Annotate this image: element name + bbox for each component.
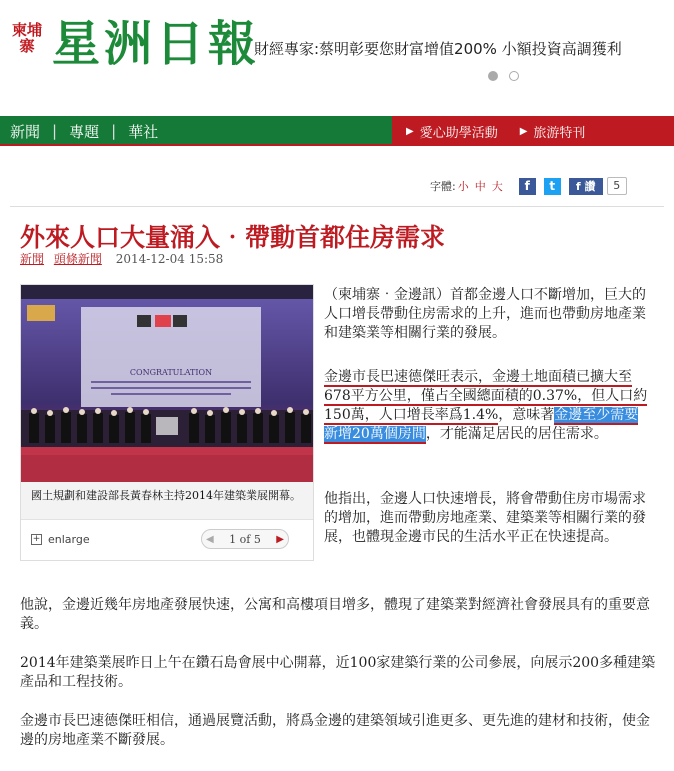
enlarge-label: enlarge bbox=[48, 533, 90, 546]
article-paragraph-2 bbox=[324, 368, 652, 444]
facebook-like-button[interactable]: f 讚 bbox=[569, 178, 603, 195]
photo-caption: 國土規劃和建設部長黃春林主持2014年建築業展開幕。 bbox=[21, 482, 313, 520]
twitter-icon[interactable]: t bbox=[544, 178, 561, 195]
main-nav bbox=[0, 116, 674, 146]
carousel-dot-2[interactable] bbox=[509, 71, 519, 81]
font-size-medium[interactable]: 中 bbox=[474, 180, 486, 193]
facebook-icon[interactable]: f bbox=[519, 178, 536, 195]
article-title: 外來人口大量涌入‧帶動首都住房需求 bbox=[20, 223, 446, 252]
article-tools bbox=[430, 176, 627, 196]
like-count: 5 bbox=[607, 177, 627, 195]
plus-icon: + bbox=[32, 534, 41, 544]
nav-separator: | bbox=[111, 122, 117, 140]
ad-carousel-dots bbox=[488, 66, 525, 85]
site-header bbox=[0, 0, 674, 100]
category-link-news[interactable]: 新聞 bbox=[20, 252, 45, 266]
carousel-dot-1[interactable] bbox=[488, 71, 498, 81]
photo-gallery bbox=[20, 284, 314, 561]
underlined-text: 金邊市長巴速德傑旺表示，金邊土地面積已擴大至678平方公里，僅占全國總面積的0.37%，但人口約150萬，人口增長率爲1.4% bbox=[324, 369, 648, 423]
article-paragraph-6: 金邊市長巴速德傑旺相信，通過展覽活動，將爲金邊的建築領域引進更多、更先進的建材和技術，使金邊的房地產業不斷發展。 bbox=[20, 713, 650, 748]
photo-banner-text: CONGRATULATION bbox=[129, 368, 213, 377]
nav-item-community[interactable]: 華社 bbox=[128, 122, 159, 141]
logo-sinchew[interactable]: 星洲日報 bbox=[52, 16, 261, 72]
font-size-large[interactable]: 大 bbox=[491, 180, 503, 193]
highlighted-text: 金邊至少 bbox=[554, 407, 611, 423]
font-size-label: 字體: bbox=[430, 180, 456, 193]
next-arrow-icon[interactable]: ▶ bbox=[276, 533, 284, 545]
nav-promo-label: 旅游特刊 bbox=[533, 125, 586, 141]
article-paragraph-3: 他指出，金邊人口快速增長，將會帶動住房市場需求的增加，進而帶動房地產業、建築業等相關行業的發展，也體現金邊市民的生活水平正在快速提高。 bbox=[324, 491, 646, 545]
arrow-right-icon: ▶ bbox=[406, 125, 414, 137]
paragraph-text: ，意味著 bbox=[498, 407, 555, 423]
logo-cambodia[interactable]: 柬埔寨 bbox=[11, 21, 42, 55]
font-size-small[interactable]: 小 bbox=[457, 180, 469, 193]
article-photo[interactable] bbox=[21, 285, 313, 482]
nav-promo-charity[interactable] bbox=[406, 122, 498, 141]
article-paragraph-4: 他說，金邊近幾年房地產發展快速，公寓和高樓項目增多，體現了建築業對經濟社會發展具有的重要意義。 bbox=[20, 597, 650, 632]
nav-right-promos bbox=[392, 116, 674, 146]
arrow-right-icon: ▶ bbox=[519, 125, 528, 137]
prev-arrow-icon[interactable]: ◀ bbox=[206, 533, 214, 545]
nav-promo-travel[interactable] bbox=[520, 122, 586, 141]
nav-left bbox=[10, 116, 158, 146]
nav-promo-label: 愛心助學活動 bbox=[419, 125, 498, 141]
publish-date: 2014-12-04 15:58 bbox=[115, 252, 224, 266]
divider bbox=[10, 206, 664, 207]
nav-separator: | bbox=[52, 122, 58, 140]
article-meta bbox=[20, 250, 223, 267]
highlighted-text: 需要新增20萬個房間 bbox=[324, 407, 639, 442]
photo-pager bbox=[201, 529, 289, 549]
ad-banner-text[interactable]: 財經專家:蔡明彰要您財富增值200% 小額投資高調獲利 bbox=[254, 40, 622, 58]
nav-item-news[interactable]: 新聞 bbox=[10, 122, 41, 141]
enlarge-button[interactable] bbox=[31, 533, 90, 546]
nav-item-features[interactable]: 專題 bbox=[69, 122, 100, 141]
paragraph-text: ，才能滿足居民的居住需求。 bbox=[425, 426, 608, 442]
article-paragraph-5: 2014年建築業展昨日上午在鑽石島會展中心開幕，近100家建築行業的公司參展，向展示200多種建築產品和工程技術。 bbox=[20, 655, 656, 690]
category-link-headline[interactable]: 頭條新聞 bbox=[53, 252, 102, 266]
article-paragraph-1: （柬埔寨‧金邊訊）首都金邊人口不斷增加，巨大的人口增長帶動住房需求的上升，進而也帶動房地產業和建築業等相關行業的發展。 bbox=[324, 287, 646, 341]
pager-text: 1 of 5 bbox=[229, 532, 261, 546]
photo-nav bbox=[21, 525, 313, 555]
